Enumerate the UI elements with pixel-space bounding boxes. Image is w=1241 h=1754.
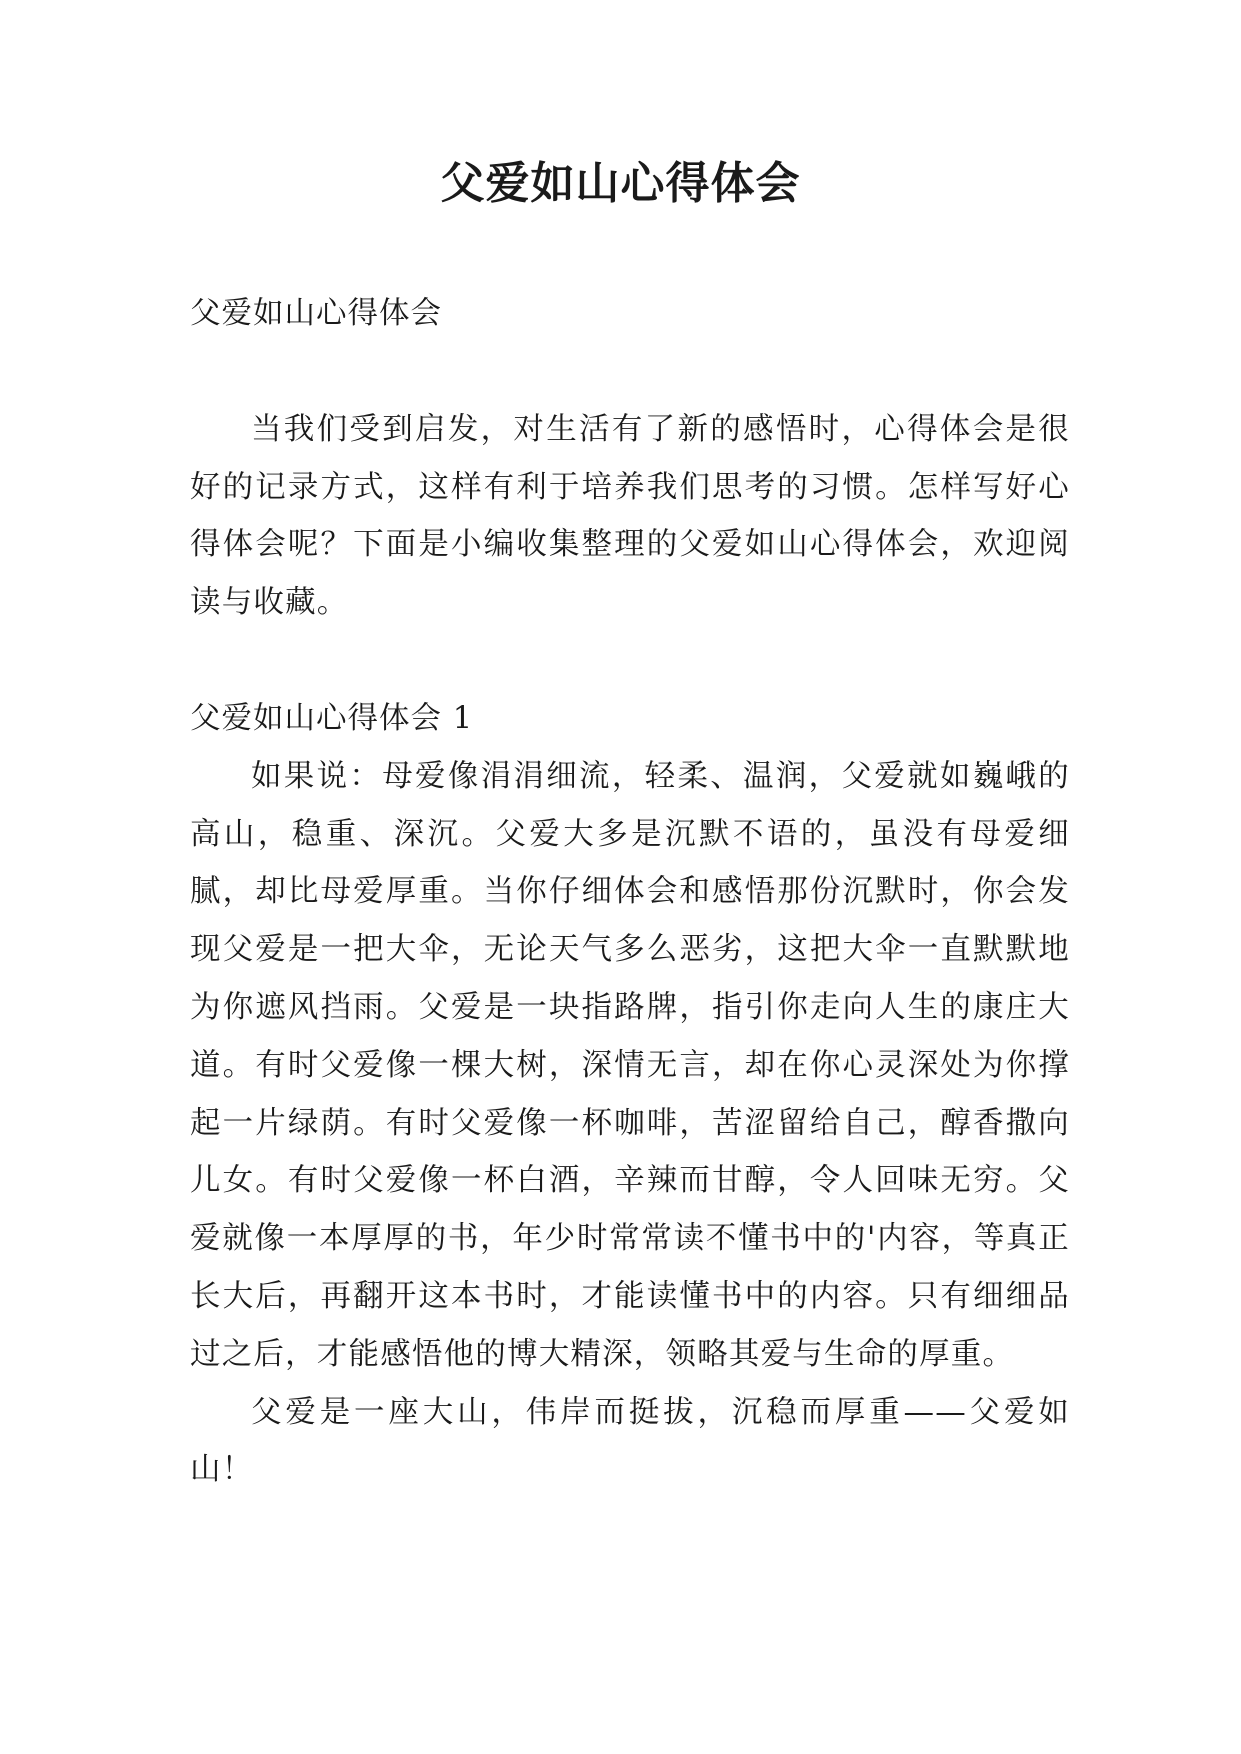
- body-paragraph: 父爱是一座大山，伟岸而挺拔，沉稳而厚重——父爱如山！: [190, 1394, 1070, 1488]
- intro-paragraph: 当我们受到启发，对生活有了新的感悟时，心得体会是很好的记录方式，这样有利于培养我们思考的习惯。怎样写好心得体会呢？下面是小编收集整理的父爱如山心得体会，欢迎阅读与收藏。: [190, 411, 1070, 621]
- body-paragraph: 如果说：母爱像涓涓细流，轻柔、温润，父爱就如巍峨的高山，稳重、深沉。父爱大多是沉默不语的，虽没有母爱细腻，却比母爱厚重。当你仔细体会和感悟那份沉默时，你会发现父爱是一把大伞，无论天气多么恶劣，这把大伞一直默默地为你遮风挡雨。父爱是一块指路牌，指引你走向人生的康庄大道。有时父爱像一棵大树，深情无言，却在你心灵深处为你撑起一片绿荫。有时父爱像一杯咖啡，苦涩留给自己，醇香撒向儿女。有时父爱像一杯白酒，辛辣而甘醇，令人回味无穷。父爱就像一本厚厚的书，年少时常常读不懂书中的'内容，等真正长大后，再翻开这本书时，才能读懂书中的内容。只有细细品过之后，才能感悟他的博大精深，领略其爱与生命的厚重。: [190, 758, 1070, 1372]
- document-subtitle: 父爱如山心得体会: [190, 296, 442, 331]
- spacer: [190, 632, 1070, 690]
- section-heading: 父爱如山心得体会 1: [190, 700, 474, 736]
- spacer: [190, 343, 1070, 401]
- document-body: [190, 285, 1070, 1499]
- document-title: 父爱如山心得体会: [440, 158, 801, 209]
